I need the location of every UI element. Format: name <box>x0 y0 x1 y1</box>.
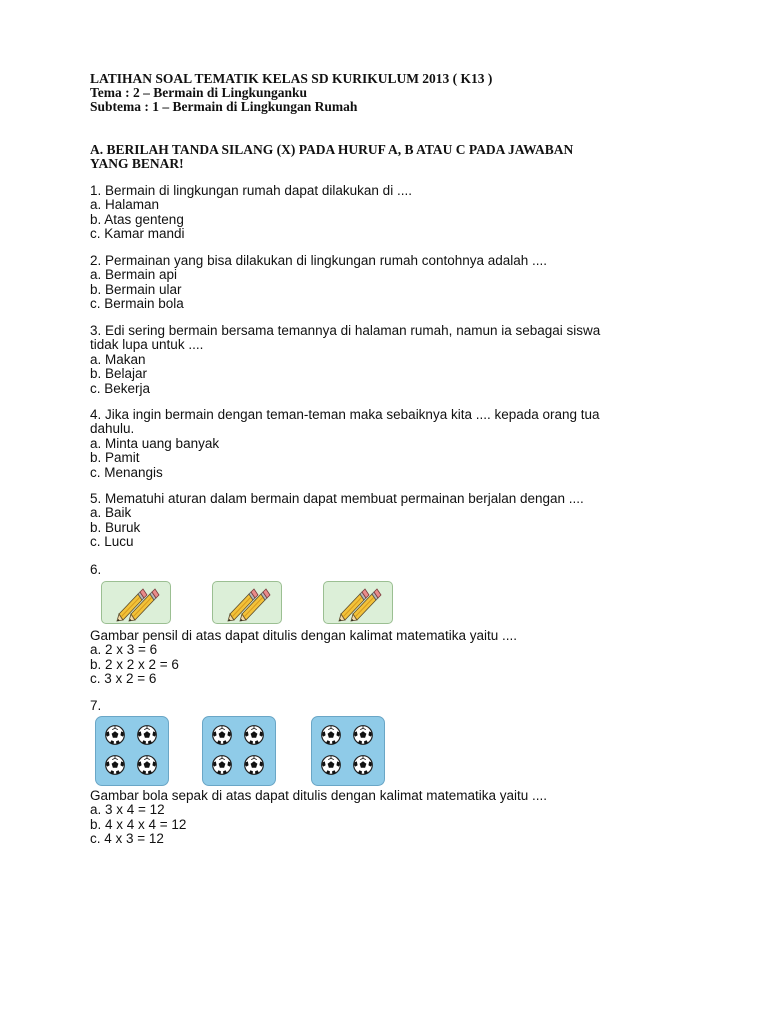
question-text-continued: tidak lupa untuk .... <box>90 337 204 353</box>
subtheme-line: Subtema : 1 – Bermain di Lingkungan Rumah <box>90 99 358 114</box>
question-4 <box>90 408 690 480</box>
question-text: Gambar bola sepak di atas dapat ditulis dengan kalimat matematika yaitu .... <box>90 788 547 803</box>
question-3 <box>90 324 690 396</box>
worksheet-title: LATIHAN SOAL TEMATIK KELAS SD KURIKULUM 2013 ( K13 ) <box>90 71 493 86</box>
question-7 <box>90 789 690 847</box>
ball-group <box>202 716 276 786</box>
option-a[interactable]: a. 3 x 4 = 12 <box>90 802 165 818</box>
pencil-icon <box>213 582 281 623</box>
question-text: 4. Jika ingin bermain dengan teman-teman maka sebaiknya kita .... kepada orang tua <box>90 407 600 422</box>
soccer-ball-icon <box>96 717 168 785</box>
option-b[interactable]: b. Pamit <box>90 450 140 466</box>
theme-line: Tema : 2 – Bermain di Lingkunganku <box>90 85 308 100</box>
instruction-line-1: A. BERILAH TANDA SILANG (X) PADA HURUF A, B ATAU C PADA JAWABAN <box>90 142 574 157</box>
option-b[interactable]: b. 4 x 4 x 4 = 12 <box>90 816 187 832</box>
option-c[interactable]: c. Kamar mandi <box>90 226 185 242</box>
option-a[interactable]: a. 2 x 3 = 6 <box>90 642 158 658</box>
option-c[interactable]: c. Menangis <box>90 464 163 480</box>
option-c[interactable]: c. Bermain bola <box>90 296 184 312</box>
question-2 <box>90 254 690 312</box>
option-a[interactable]: a. Makan <box>90 351 146 367</box>
ball-group <box>311 716 385 786</box>
option-b[interactable]: b. Atas genteng <box>90 211 184 227</box>
question-7-number <box>90 699 690 713</box>
option-a[interactable]: a. Halaman <box>90 197 160 213</box>
question-6 <box>90 629 690 687</box>
worksheet-header <box>90 72 492 114</box>
instruction-line-2: YANG BENAR! <box>90 156 184 171</box>
pencil-group <box>212 581 282 624</box>
question-number: 7. <box>90 698 102 713</box>
pencil-icon <box>324 582 392 623</box>
question-number: 6. <box>90 562 102 577</box>
soccer-ball-icon <box>203 717 275 785</box>
question-text: 5. Mematuhi aturan dalam bermain dapat membuat permainan berjalan dengan .... <box>90 491 584 506</box>
option-a[interactable]: a. Baik <box>90 505 132 521</box>
pencil-icon <box>102 582 170 623</box>
option-b[interactable]: b. Bermain ular <box>90 281 182 297</box>
question-text: 3. Edi sering bermain bersama temannya di halaman rumah, namun ia sebagai siswa <box>90 323 601 338</box>
pencil-group <box>101 581 171 624</box>
question-6-number <box>90 563 690 577</box>
option-c[interactable]: c. 4 x 3 = 12 <box>90 831 164 847</box>
ball-groups <box>95 716 395 786</box>
option-b[interactable]: b. 2 x 2 x 2 = 6 <box>90 656 179 672</box>
option-c[interactable]: c. Bekerja <box>90 380 151 396</box>
option-a[interactable]: a. Minta uang banyak <box>90 435 220 451</box>
option-c[interactable]: c. 3 x 2 = 6 <box>90 671 157 687</box>
ball-group <box>95 716 169 786</box>
option-c[interactable]: c. Lucu <box>90 534 134 550</box>
question-text: 1. Bermain di lingkungan rumah dapat dilakukan di .... <box>90 183 412 198</box>
question-text-continued: dahulu. <box>90 421 135 437</box>
question-5 <box>90 492 690 550</box>
question-text: 2. Permainan yang bisa dilakukan di lingkungan rumah contohnya adalah .... <box>90 253 548 268</box>
question-1 <box>90 184 690 242</box>
option-a[interactable]: a. Bermain api <box>90 267 178 283</box>
soccer-ball-icon <box>312 717 384 785</box>
option-b[interactable]: b. Buruk <box>90 519 141 535</box>
instruction <box>90 143 690 171</box>
option-b[interactable]: b. Belajar <box>90 366 148 382</box>
pencil-group <box>323 581 393 624</box>
question-text: Gambar pensil di atas dapat ditulis dengan kalimat matematika yaitu .... <box>90 628 517 643</box>
